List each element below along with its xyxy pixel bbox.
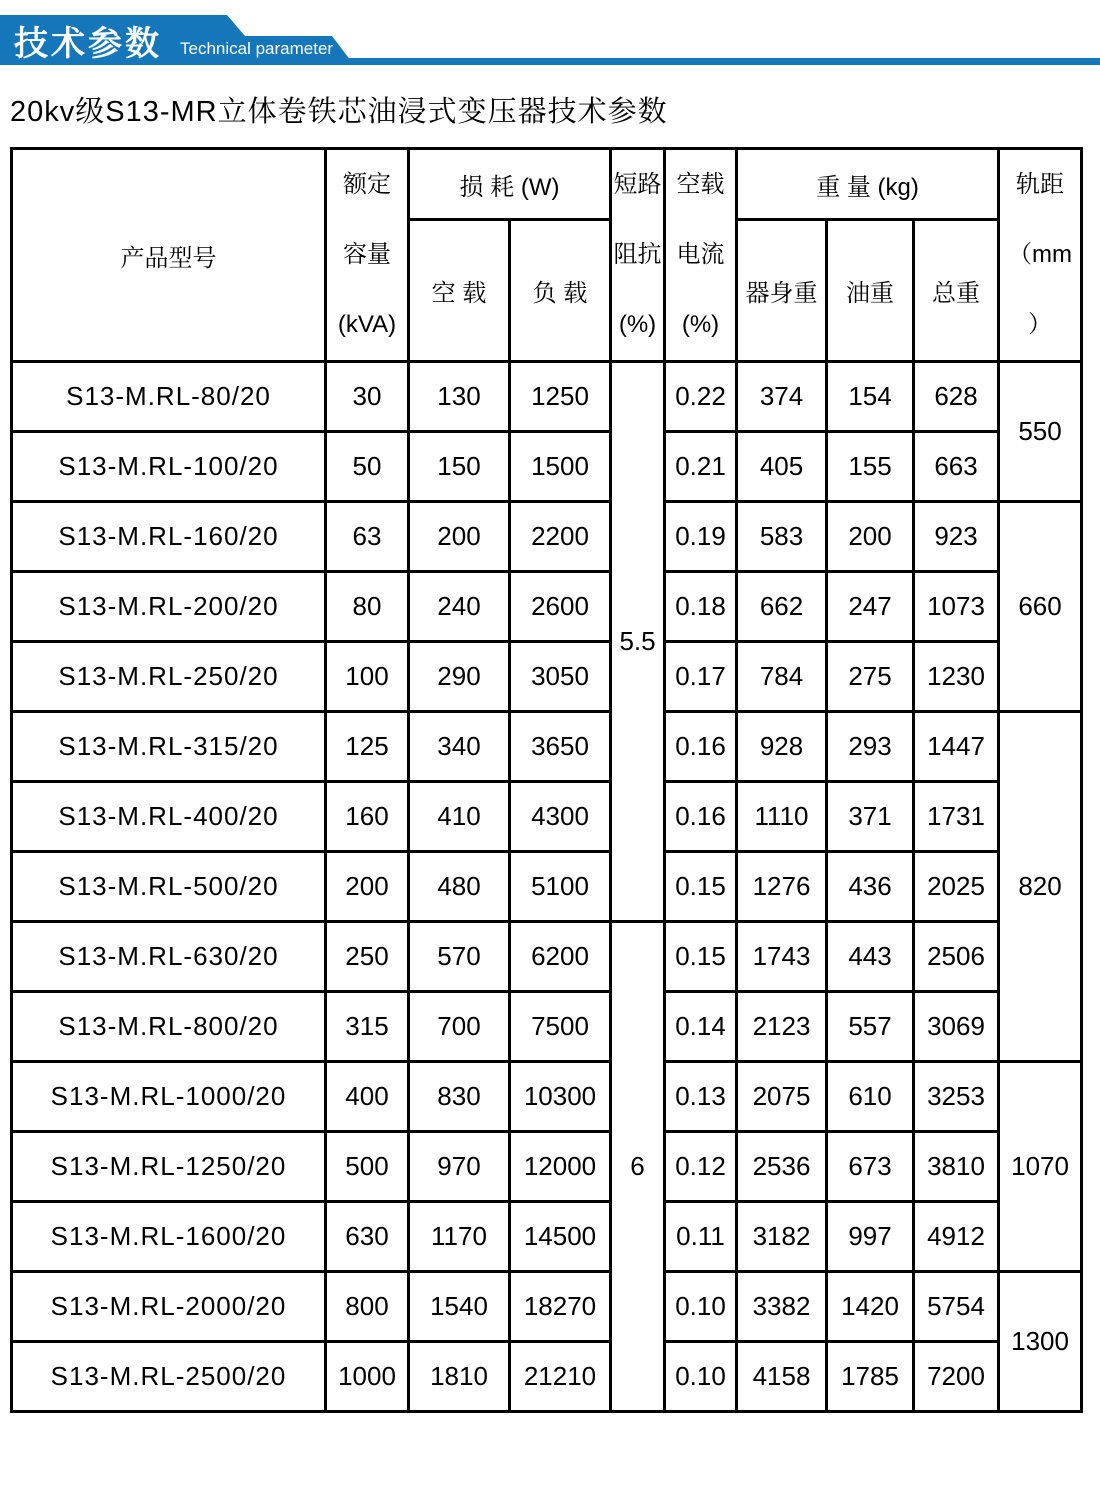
header-body-weight: 器身重 (737, 220, 827, 362)
no-load-current-cell: 0.18 (665, 572, 737, 642)
header-short-circuit-impedance (611, 149, 665, 362)
model-cell: S13-M.RL-80/20 (12, 362, 326, 432)
header-oil-weight: 油重 (827, 220, 914, 362)
load-loss-cell: 2600 (510, 572, 611, 642)
body-weight-cell: 928 (737, 712, 827, 782)
load-loss-cell: 21210 (510, 1342, 611, 1412)
no-load-loss-cell: 830 (409, 1062, 510, 1132)
oil-weight-cell: 997 (827, 1202, 914, 1272)
capacity-cell: 250 (326, 922, 409, 992)
load-loss-cell: 1500 (510, 432, 611, 502)
model-cell: S13-M.RL-1000/20 (12, 1062, 326, 1132)
total-weight-cell: 3253 (914, 1062, 999, 1132)
load-loss-cell: 1250 (510, 362, 611, 432)
header-track-gauge-line1: 轨距 (1016, 171, 1065, 198)
header-weight-group: 重 量 (kg) (737, 149, 999, 220)
table-row (12, 1132, 1082, 1202)
gauge-cell: 660 (999, 502, 1082, 712)
body-weight-cell: 583 (737, 502, 827, 572)
no-load-loss-cell: 970 (409, 1132, 510, 1202)
body-weight-cell: 4158 (737, 1342, 827, 1412)
no-load-current-cell: 0.17 (665, 642, 737, 712)
model-cell: S13-M.RL-315/20 (12, 712, 326, 782)
capacity-cell: 800 (326, 1272, 409, 1342)
table-row (12, 1342, 1082, 1412)
load-loss-cell: 10300 (510, 1062, 611, 1132)
header-rated-capacity-line3: (kVA) (337, 311, 397, 338)
no-load-loss-cell: 240 (409, 572, 510, 642)
table-row (12, 1202, 1082, 1272)
load-loss-cell: 12000 (510, 1132, 611, 1202)
no-load-current-cell: 0.16 (665, 782, 737, 852)
table-row (12, 922, 1082, 992)
banner-title-en: Technical parameter (180, 39, 334, 58)
impedance-cell: 6 (611, 922, 665, 1412)
load-loss-cell: 6200 (510, 922, 611, 992)
body-weight-cell: 784 (737, 642, 827, 712)
load-loss-cell: 3650 (510, 712, 611, 782)
no-load-current-cell: 0.11 (665, 1202, 737, 1272)
header-no-load-current-line2: 电流 (676, 241, 725, 268)
body-weight-cell: 662 (737, 572, 827, 642)
header-track-gauge-line3: ） (1028, 311, 1053, 338)
no-load-loss-cell: 130 (409, 362, 510, 432)
no-load-loss-cell: 570 (409, 922, 510, 992)
table-row (12, 992, 1082, 1062)
load-loss-cell: 18270 (510, 1272, 611, 1342)
oil-weight-cell: 293 (827, 712, 914, 782)
no-load-current-cell: 0.15 (665, 852, 737, 922)
model-cell: S13-M.RL-2500/20 (12, 1342, 326, 1412)
model-cell: S13-M.RL-800/20 (12, 992, 326, 1062)
model-cell: S13-M.RL-200/20 (12, 572, 326, 642)
capacity-cell: 50 (326, 432, 409, 502)
header-banner (0, 0, 1100, 66)
body-weight-cell: 1743 (737, 922, 827, 992)
gauge-cell: 1300 (999, 1272, 1082, 1412)
capacity-cell: 160 (326, 782, 409, 852)
load-loss-cell: 3050 (510, 642, 611, 712)
model-cell: S13-M.RL-160/20 (12, 502, 326, 572)
oil-weight-cell: 1785 (827, 1342, 914, 1412)
oil-weight-cell: 247 (827, 572, 914, 642)
capacity-cell: 1000 (326, 1342, 409, 1412)
model-cell: S13-M.RL-2000/20 (12, 1272, 326, 1342)
total-weight-cell: 1230 (914, 642, 999, 712)
capacity-cell: 80 (326, 572, 409, 642)
oil-weight-cell: 436 (827, 852, 914, 922)
no-load-current-cell: 0.15 (665, 922, 737, 992)
no-load-current-cell: 0.10 (665, 1272, 737, 1342)
table-row (12, 642, 1082, 712)
banner-title-cn: 技术参数 (14, 25, 162, 63)
header-rated-capacity (326, 149, 409, 362)
no-load-loss-cell: 1810 (409, 1342, 510, 1412)
total-weight-cell: 628 (914, 362, 999, 432)
no-load-loss-cell: 410 (409, 782, 510, 852)
total-weight-cell: 1731 (914, 782, 999, 852)
oil-weight-cell: 443 (827, 922, 914, 992)
body-weight-cell: 1110 (737, 782, 827, 852)
no-load-current-cell: 0.22 (665, 362, 737, 432)
no-load-loss-cell: 700 (409, 992, 510, 1062)
table-header (12, 149, 1082, 362)
header-impedance-line1: 短路 (613, 171, 662, 198)
total-weight-cell: 2506 (914, 922, 999, 992)
model-cell: S13-M.RL-1250/20 (12, 1132, 326, 1202)
oil-weight-cell: 610 (827, 1062, 914, 1132)
oil-weight-cell: 673 (827, 1132, 914, 1202)
capacity-cell: 500 (326, 1132, 409, 1202)
capacity-cell: 400 (326, 1062, 409, 1132)
total-weight-cell: 4912 (914, 1202, 999, 1272)
model-cell: S13-M.RL-1600/20 (12, 1202, 326, 1272)
load-loss-cell: 2200 (510, 502, 611, 572)
header-no-load-current-line3: (%) (681, 311, 720, 338)
capacity-cell: 200 (326, 852, 409, 922)
table-body (12, 362, 1082, 1412)
gauge-cell: 820 (999, 712, 1082, 1062)
header-impedance-line2: 阻抗 (613, 241, 662, 268)
oil-weight-cell: 154 (827, 362, 914, 432)
no-load-loss-cell: 200 (409, 502, 510, 572)
header-load-loss: 负 载 (510, 220, 611, 362)
total-weight-cell: 663 (914, 432, 999, 502)
no-load-current-cell: 0.16 (665, 712, 737, 782)
header-row-groups (12, 149, 1082, 220)
header-track-gauge-line2: （mm (1008, 241, 1073, 268)
gauge-cell: 1070 (999, 1062, 1082, 1272)
header-no-load-loss: 空 载 (409, 220, 510, 362)
model-cell: S13-M.RL-400/20 (12, 782, 326, 852)
body-weight-cell: 2123 (737, 992, 827, 1062)
table-row (12, 502, 1082, 572)
no-load-loss-cell: 1540 (409, 1272, 510, 1342)
header-rated-capacity-line2: 容量 (343, 241, 391, 268)
table-row (12, 712, 1082, 782)
load-loss-cell: 4300 (510, 782, 611, 852)
no-load-current-cell: 0.14 (665, 992, 737, 1062)
no-load-current-cell: 0.10 (665, 1342, 737, 1412)
banner-ribbon-shape (0, 0, 1100, 66)
table-row (12, 1272, 1082, 1342)
capacity-cell: 630 (326, 1202, 409, 1272)
body-weight-cell: 405 (737, 432, 827, 502)
model-cell: S13-M.RL-250/20 (12, 642, 326, 712)
oil-weight-cell: 200 (827, 502, 914, 572)
header-product-model: 产品型号 (12, 149, 326, 362)
model-cell: S13-M.RL-630/20 (12, 922, 326, 992)
table-row (12, 572, 1082, 642)
table-row (12, 432, 1082, 502)
total-weight-cell: 7200 (914, 1342, 999, 1412)
total-weight-cell: 1073 (914, 572, 999, 642)
body-weight-cell: 3382 (737, 1272, 827, 1342)
capacity-cell: 63 (326, 502, 409, 572)
no-load-current-cell: 0.21 (665, 432, 737, 502)
body-weight-cell: 3182 (737, 1202, 827, 1272)
header-no-load-current-line1: 空载 (676, 171, 725, 198)
no-load-loss-cell: 290 (409, 642, 510, 712)
header-impedance-line3: (%) (618, 311, 657, 338)
body-weight-cell: 1276 (737, 852, 827, 922)
no-load-current-cell: 0.19 (665, 502, 737, 572)
no-load-loss-cell: 480 (409, 852, 510, 922)
table-row (12, 782, 1082, 852)
header-total-weight: 总重 (914, 220, 999, 362)
table-row (12, 1062, 1082, 1132)
no-load-loss-cell: 1170 (409, 1202, 510, 1272)
header-loss-group: 损 耗 (W) (409, 149, 611, 220)
total-weight-cell: 5754 (914, 1272, 999, 1342)
load-loss-cell: 5100 (510, 852, 611, 922)
oil-weight-cell: 557 (827, 992, 914, 1062)
total-weight-cell: 923 (914, 502, 999, 572)
no-load-loss-cell: 150 (409, 432, 510, 502)
total-weight-cell: 2025 (914, 852, 999, 922)
total-weight-cell: 3810 (914, 1132, 999, 1202)
oil-weight-cell: 371 (827, 782, 914, 852)
header-rated-capacity-line1: 额定 (343, 171, 391, 198)
table-row (12, 852, 1082, 922)
body-weight-cell: 2536 (737, 1132, 827, 1202)
model-cell: S13-M.RL-100/20 (12, 432, 326, 502)
oil-weight-cell: 155 (827, 432, 914, 502)
capacity-cell: 30 (326, 362, 409, 432)
body-weight-cell: 374 (737, 362, 827, 432)
header-track-gauge (999, 149, 1082, 362)
load-loss-cell: 14500 (510, 1202, 611, 1272)
no-load-current-cell: 0.13 (665, 1062, 737, 1132)
body-weight-cell: 2075 (737, 1062, 827, 1132)
no-load-loss-cell: 340 (409, 712, 510, 782)
table-row (12, 362, 1082, 432)
impedance-cell: 5.5 (611, 362, 665, 922)
oil-weight-cell: 275 (827, 642, 914, 712)
load-loss-cell: 7500 (510, 992, 611, 1062)
capacity-cell: 100 (326, 642, 409, 712)
page-title: 20kv级S13-MR立体卷铁芯油浸式变压器技术参数 (10, 96, 668, 128)
oil-weight-cell: 1420 (827, 1272, 914, 1342)
total-weight-cell: 1447 (914, 712, 999, 782)
parameters-table (10, 147, 1083, 1413)
gauge-cell: 550 (999, 362, 1082, 502)
total-weight-cell: 3069 (914, 992, 999, 1062)
no-load-current-cell: 0.12 (665, 1132, 737, 1202)
capacity-cell: 125 (326, 712, 409, 782)
header-no-load-current (665, 149, 737, 362)
model-cell: S13-M.RL-500/20 (12, 852, 326, 922)
capacity-cell: 315 (326, 992, 409, 1062)
